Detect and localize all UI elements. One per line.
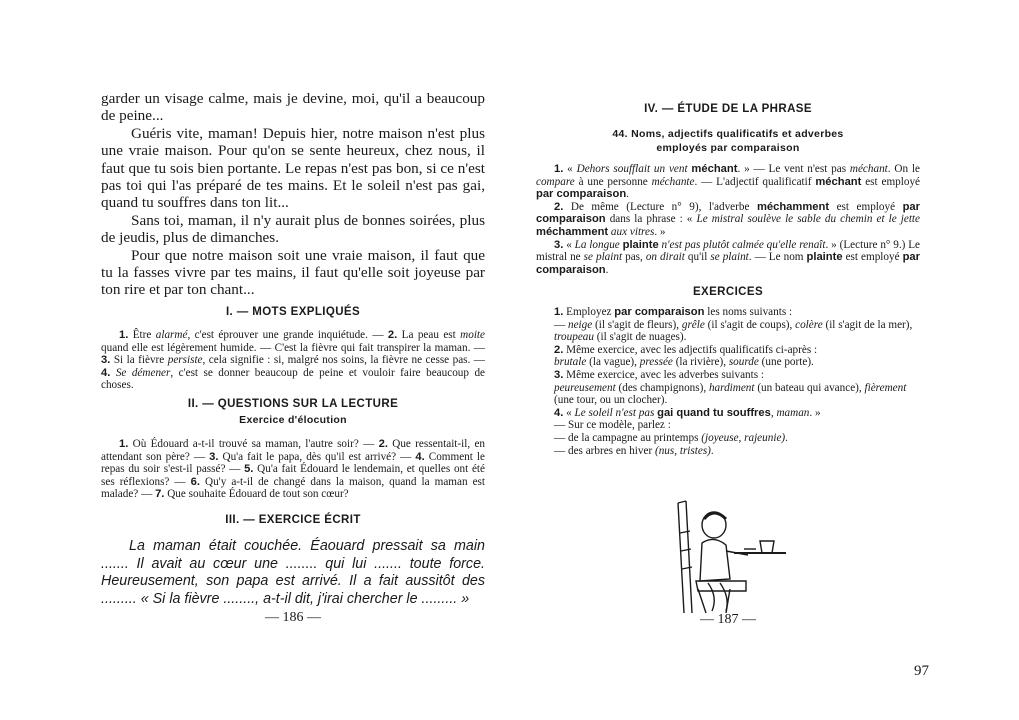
text-run: — — [554, 318, 568, 331]
question-text: Qu'a fait Édouard le lendemain, et quelles ont été ses réflexions? — — [101, 463, 486, 488]
text-run: (joyeuse, rajeunie) — [701, 431, 786, 444]
text-run: (un bateau qui avance), — [754, 381, 865, 394]
exercise-line — [536, 419, 920, 432]
folio-left: — 186 — — [265, 610, 321, 625]
dictation-text — [101, 538, 485, 608]
exercise-instruction: Même exercice, avec les adverbes suivants : — [563, 368, 765, 381]
text-run: aux vitres — [608, 225, 655, 238]
lesson-number: 2. — [554, 200, 564, 213]
section-heading-etude-phrase: IV. — ÉTUDE DE LA PHRASE — [644, 103, 812, 115]
text-run: (une porte). — [758, 356, 814, 369]
text-run: Dehors soufflait un vent — [576, 163, 692, 175]
text-run: sourde — [728, 356, 759, 369]
exercise-line — [536, 331, 920, 344]
reading-paragraph: garder un visage calme, mais je devine, moi, qu'il a beaucoup de peine... — [101, 90, 485, 125]
exercises-body — [536, 306, 920, 457]
item-text: , c'est se donner beaucoup de peine et vouloir faire beaucoup de choses. — [101, 366, 485, 392]
text-run: . — [710, 444, 714, 457]
item-text: La peau est — [397, 329, 461, 341]
text-run: (la vague), — [586, 356, 640, 369]
item-term: alarmé — [155, 329, 188, 341]
item-number: 4. — [101, 366, 111, 379]
text-run: hardiment — [708, 381, 755, 394]
text-run: . — [626, 188, 629, 201]
text-run: . » — [809, 406, 821, 419]
text-run: neige — [567, 318, 593, 331]
right-page — [509, 0, 1019, 720]
question-number: 5. — [244, 463, 254, 476]
item-term: persiste — [167, 354, 203, 367]
exercise-number: 4. — [554, 406, 564, 419]
exercise-instruction: les noms suivants : — [704, 306, 793, 318]
lesson-body — [536, 163, 920, 276]
question-number: 7. — [155, 488, 165, 501]
text-run: (des champignons), — [615, 381, 709, 394]
text-run: De même (Lecture n° 9), l'adverbe — [563, 200, 757, 213]
page-number: 97 — [914, 663, 929, 679]
text-run: Le soleil n'est pas — [574, 406, 658, 419]
question-text: Que ressentait-il, en attendant son père? — — [101, 438, 486, 463]
question-text: Qu'a fait le papa, dès qu'il est arrivé? — — [218, 450, 416, 463]
question-number: 3. — [209, 450, 219, 463]
exercise-item — [536, 369, 920, 407]
text-run: , maman — [770, 406, 810, 419]
item-number: 2. — [387, 329, 398, 341]
exercise-line — [536, 382, 920, 395]
lesson-paragraph — [536, 163, 920, 201]
lesson-paragraph — [536, 201, 920, 239]
text-run: (une tour, ou un clocher). — [554, 394, 668, 407]
section-heading-mots-expliques: I. — MOTS EXPLIQUÉS — [225, 306, 361, 318]
text-run: « — [563, 163, 577, 175]
reading-paragraph: Sans toi, maman, il n'y aurait plus de bonnes soirées, plus de jeudis, plus de dimanches. — [101, 211, 485, 247]
lesson-paragraph — [536, 239, 920, 277]
section-heading-questions: II. — QUESTIONS SUR LA LECTURE — [187, 398, 399, 410]
text-run: n'est pas plutôt calmée qu'elle renaît — [658, 238, 826, 251]
item-text: Si la fièvre — [110, 354, 168, 367]
text-run: — Sur ce modèle, parlez : — [554, 419, 671, 432]
exercise-instruction: Même exercice, avec les adjectifs qualificatifs ci-après : — [563, 343, 818, 356]
text-run: . — Le nom — [748, 251, 807, 264]
text-run: on dirait — [645, 251, 685, 264]
item-text: quand elle est légèrement humide. — C'est la fièvre qui fait transpirer la maman. — — [101, 341, 485, 354]
exercise-line — [536, 319, 920, 332]
item-term: Se démener — [115, 366, 171, 379]
text-run: (il s'agit de coups), — [704, 318, 796, 331]
exercise-line — [536, 356, 920, 369]
question-number: 2. — [378, 438, 388, 450]
exercise-number: 1. — [554, 306, 564, 318]
section-heading-exercice-ecrit: III. — EXERCICE ÉCRIT — [225, 514, 361, 526]
child-at-table-illustration — [648, 493, 788, 615]
exercise-instruction: « — [563, 406, 575, 419]
item-term: moite — [460, 329, 485, 341]
text-run: . » (Lecture n° 9.) Le mistral ne — [536, 238, 921, 264]
text-run: méchant — [815, 175, 862, 188]
text-run: Le mistral soulève le sable du chemin et le jette — [696, 213, 920, 226]
question-number: 1. — [119, 438, 129, 450]
text-run: est employé — [842, 251, 903, 264]
lesson-title-line2: employés par comparaison — [656, 142, 800, 154]
item-number: 1. — [119, 329, 129, 341]
left-page — [0, 0, 509, 720]
text-run: méchamment — [536, 225, 609, 238]
text-run: (il s'agit de la mer), — [822, 318, 913, 331]
exercise-item — [536, 407, 920, 457]
exercise-instruction: Employez — [563, 306, 615, 318]
text-run: par comparaison — [536, 200, 921, 226]
exercise-item — [536, 344, 920, 369]
text-run: (il s'agit de nuages). — [593, 331, 687, 344]
text-run: . — L'adjectif qualificatif — [694, 175, 816, 188]
text-run: est employé — [829, 200, 903, 213]
text-run: peureusement — [554, 381, 616, 394]
question-text: Que souhaite Édouard de tout son cœur? — [164, 488, 349, 501]
text-run: . » — Le vent n'est pas — [737, 163, 850, 175]
dictation-paragraph: La maman était couchée. Éaouard pressait sa main ....... Il avait au cœur une ........ qui lui ....... toute force. Heureusement, son papa est arrivé. Il a fait aussitôt des ......... « Si la fièvre ........, a-t-il dit, j'irai chercher le ......... » — [101, 538, 485, 607]
mots-expliques-paragraph — [101, 329, 485, 392]
text-run: (il s'agit de fleurs), — [592, 318, 682, 331]
question-text: Où Édouard a-t-il trouvé sa maman, l'autre soir? — — [128, 438, 379, 450]
text-run: dans la phrase : « — [605, 213, 697, 226]
text-run: à une personne — [574, 175, 652, 188]
text-run: troupeau — [554, 331, 594, 344]
text-run: — de la campagne au printemps — [554, 431, 702, 444]
text-run: grêle — [681, 318, 705, 331]
text-run: compare — [536, 175, 575, 188]
text-run: gai quand tu souffres — [657, 406, 771, 419]
text-run: qu'il — [684, 251, 711, 264]
item-number: 3. — [101, 354, 111, 367]
folio-right: — 187 — — [700, 612, 756, 627]
text-run: par comparaison — [536, 251, 920, 276]
question-number: 4. — [415, 450, 425, 463]
exercise-line — [536, 445, 920, 458]
text-run: . » — [654, 225, 666, 238]
item-text: , cela signifie : si, malgré nos soins, la fièvre ne cesse pas. — — [202, 354, 485, 367]
lesson-number: 3. — [554, 238, 564, 251]
text-run: pressée — [639, 356, 673, 369]
reading-paragraph: Guéris vite, maman! Depuis hier, notre maison n'est plus une vraie maison. Pour qu'on se sente heureux, chez nous, il faut que tu sois bien portante. Le repas n'est pas bon, si ce n'est pas toi qui l'as préparé de tes mains. Et le soleil n'est pas gai, quand tu souffres dans ton lit... — [101, 124, 485, 212]
section-subheading-elocution: Exercice d'élocution — [239, 414, 347, 426]
exercise-item — [536, 306, 920, 344]
item-text: , c'est éprouver une grande inquiétude. — — [187, 329, 388, 341]
text-run: colère — [795, 318, 823, 331]
exercise-instruction: par comparaison — [614, 306, 705, 318]
question-text: Comment le repas du soir s'est-il passé? — — [101, 450, 485, 476]
text-run: est employé — [861, 175, 921, 188]
text-run: (nus, tristes) — [654, 444, 711, 457]
exercise-number: 3. — [554, 368, 564, 381]
text-run: brutale — [554, 356, 587, 369]
section-heading-exercices: EXERCICES — [692, 286, 764, 298]
text-run: pas, — [622, 251, 646, 264]
text-run: méchante — [651, 175, 695, 188]
text-run: (la rivière), — [672, 356, 729, 369]
text-run: se plaint — [583, 251, 623, 264]
questions-text — [101, 438, 485, 501]
text-run: par comparaison — [536, 188, 627, 201]
text-run: méchant — [849, 163, 888, 175]
text-run: fièrement — [864, 381, 907, 394]
text-run: . — [785, 431, 788, 444]
question-text: Qu'y a-t-il de changé dans la maison, quand la maman est malade? — — [101, 475, 485, 501]
text-run: La longue — [574, 238, 623, 251]
text-run: plainte — [622, 238, 659, 251]
reading-text — [101, 90, 485, 299]
text-run: se plaint — [710, 251, 749, 264]
item-text: Être — [128, 329, 156, 341]
question-number: 6. — [190, 475, 200, 488]
text-run: méchamment — [756, 200, 830, 213]
exercise-line — [536, 432, 920, 445]
text-run: . — [605, 263, 609, 276]
text-run: méchant — [691, 163, 738, 175]
lesson-title-line1: 44. Noms, adjectifs qualificatifs et adverbes — [612, 128, 844, 140]
exercise-line — [536, 394, 920, 407]
lesson-number: 1. — [554, 163, 564, 175]
mots-expliques-text — [101, 329, 485, 392]
reading-paragraph: Pour que notre maison soit une vraie maison, il faut que tu la fasses vivre par tes mains, il faut qu'elle soit joyeuse par ton rire et par ton chant... — [101, 246, 485, 299]
text-run: plainte — [806, 251, 843, 264]
exercise-number: 2. — [554, 343, 564, 356]
text-run: . On le — [887, 163, 921, 175]
text-run: — des arbres en hiver — [554, 444, 655, 457]
questions-paragraph — [101, 438, 485, 501]
text-run: « — [563, 238, 575, 251]
